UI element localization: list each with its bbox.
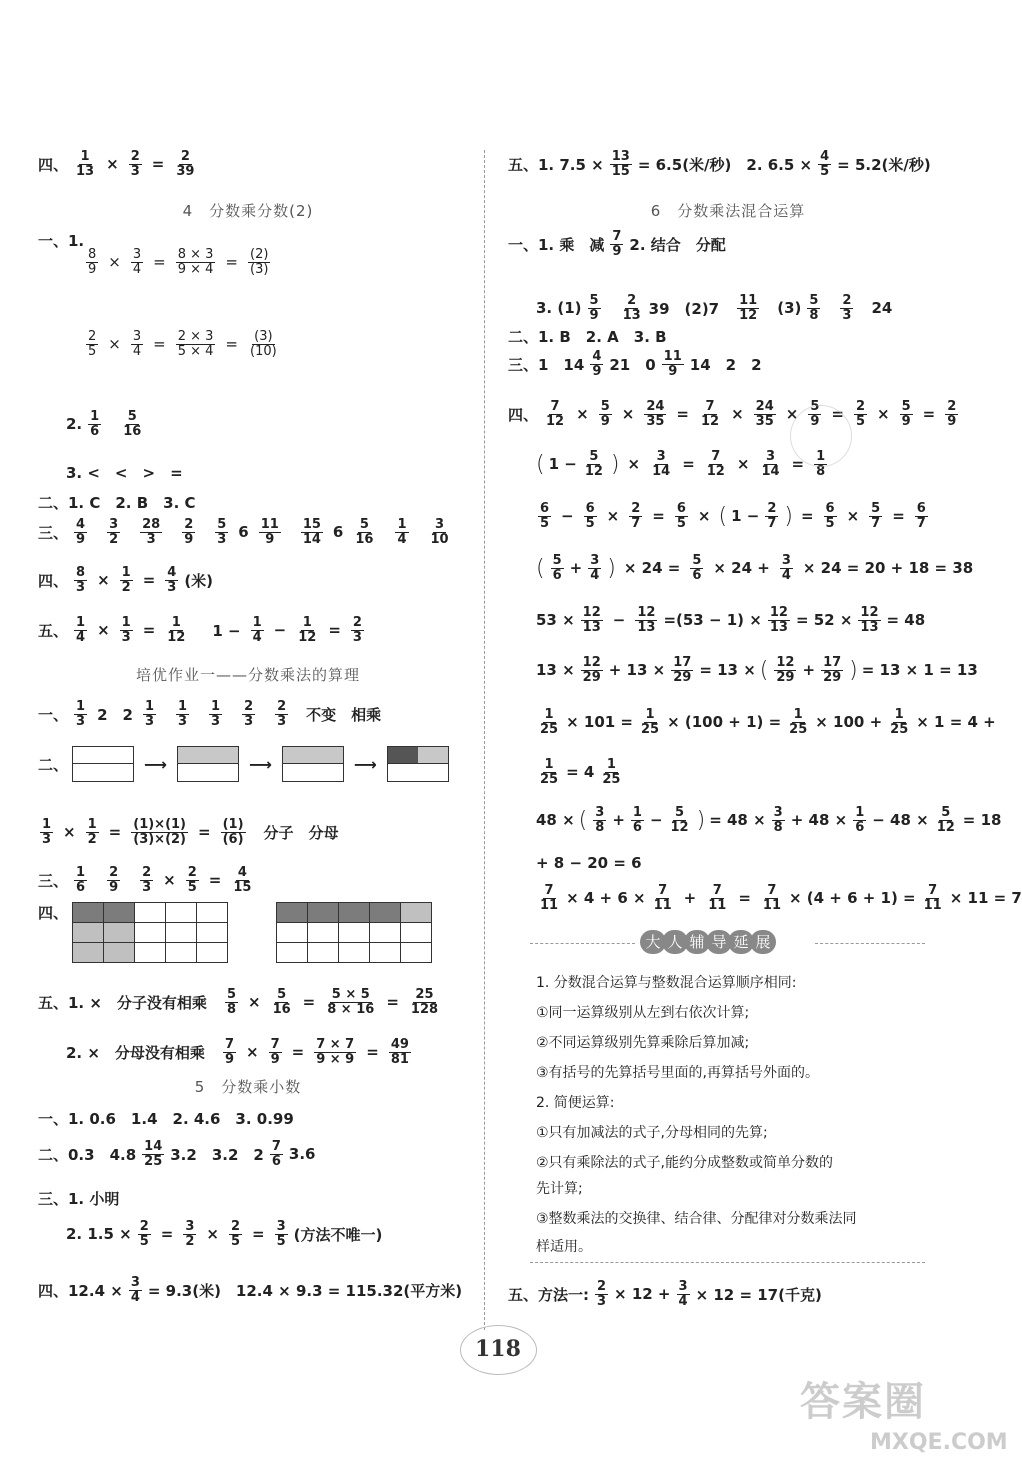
- label: 四、: [38, 155, 69, 174]
- r-line-1: 一、1. 乘 减 7 9 2. 结合 分配: [508, 229, 726, 259]
- tip-line-5: 2. 简便运算:: [536, 1095, 615, 1111]
- tip-line-3: ②不同运算级别先算乘除后算加减;: [536, 1035, 750, 1051]
- text: 3.6: [288, 1145, 316, 1164]
- banner-char: 辅: [684, 930, 710, 954]
- r-line-2: 二、1. B 2. A 3. B: [508, 328, 667, 346]
- label: 一、: [38, 705, 69, 724]
- tip-line-4: ③有括号的先算括号里面的,再算括号外面的。: [536, 1065, 819, 1081]
- label: 2. 1.5 ×: [66, 1225, 132, 1244]
- label: 2. × 分母没有相乘: [66, 1043, 205, 1062]
- r-line-4-11: $\frac{7}{11}$ × 4 + 6 × $\frac{7}{11}$ + $\frac{7}{11}$ = $\frac{7}{11}$ × (4 + 6 + 1) = $\frac{7}{11}$ × 11 = 7: [540, 883, 1022, 913]
- label: 四、: [38, 571, 69, 590]
- opt-line-2: 二、 ⟶ ⟶ ⟶: [38, 746, 449, 782]
- section-heading-5: 5 分数乘小数: [194, 1078, 302, 1096]
- decorative-stamp: [790, 405, 852, 467]
- text: × 12 +: [614, 1285, 671, 1304]
- r-line-4-3: 6 5 − $\frac{6}{5}$ × $\frac{2}{7}$ = $\frac{6}{5}$ × ( 1 − 2 7 ) = $\frac{6}{5}$ × $\frac{5}{7}$ = $\frac{6}{7}$: [540, 501, 926, 531]
- opt-line-5-2: 2. × 分母没有相乘 $\frac{7}{9}$ × $\frac{7}{9}$ = $\frac{7 \times 7}{9 \times 9}$ = $\frac{49}{81}$: [66, 1037, 409, 1067]
- dec-line-4: 四、12.4 × $\frac{3}{4}$ = 9.3(米) 12.4 × 9.3 = 115.32(平方米): [38, 1275, 463, 1305]
- label: 五、1. 7.5 ×: [508, 155, 604, 174]
- dec-line-3: 三、1. 小明: [38, 1190, 120, 1208]
- text: 3.2 3.2 2: [170, 1145, 264, 1164]
- label: 二、: [38, 755, 69, 774]
- text: × 11 = 7: [949, 889, 1022, 908]
- banner-rule-right: [815, 943, 925, 944]
- bar-diagram-4: [387, 746, 449, 782]
- text: = 48 ×: [709, 811, 766, 830]
- opt-line-5-1: 五、1. × 分子没有相乘 $\frac{5}{8}$ × $\frac{5}{16}$ = $\frac{5 \times 5}{8 \times 16}$ = $\frac{25}{128}$: [38, 987, 439, 1017]
- text: × 4 + 6 ×: [566, 889, 646, 908]
- opt-line-1: 一、 1 3 2 2 1 3 1 3 1 3 2 3 2 3 不变 相乘: [38, 699, 382, 729]
- line-left-4: 四、 $\frac{1}{13}$ × $\frac{2}{3}$ = $\frac{2}{39}$: [38, 149, 195, 179]
- work-2: $\frac{2}{5}$ × $\frac{3}{4}$ = $\frac{2 \times 3}{5 \times 4}$ = $\frac{(3)}{(10)}$: [88, 329, 277, 359]
- text: = 6.5(米/秒) 2. 6.5 ×: [637, 155, 813, 174]
- r-line-4-7: $\frac{1}{25}$ × 101 = $\frac{1}{25}$ × (100 + 1) = $\frac{1}{25}$ × 100 + $\frac{1}{25}$ × 1 = 4 +: [540, 707, 996, 737]
- text: × 12 = 17(千克): [695, 1285, 822, 1304]
- bar-diagram-1: [72, 746, 134, 782]
- dec-line-3-2: 2. 1.5 × $\frac{2}{5}$ = $\frac{3}{2}$ × $\frac{2}{5}$ = $\frac{3}{5}$ (方法不唯一): [66, 1219, 383, 1249]
- label: 五、方法一:: [508, 1285, 589, 1304]
- r-line-4-2: ( 1 − 5 12 ) × $\frac{3}{14}$ = $\frac{7}{12}$ × $\frac{3}{14}$ = $\frac{1}{8}$: [536, 449, 826, 479]
- text: × 1 = 4 +: [916, 713, 996, 732]
- tip-line-9: ③整数乘法的交换律、结合律、分配律对分数乘法同: [536, 1211, 857, 1227]
- watermark-url: MXQE.COM: [870, 1430, 1008, 1455]
- text: = 13 × 1 = 13: [861, 661, 978, 680]
- opt-line-3: 三、 1 6 2 9 $\frac{2}{3}$ × $\frac{2}{5}$ = $\frac{4}{15}$: [38, 865, 252, 895]
- text: + 13 ×: [608, 661, 666, 680]
- section-heading-4: 4 分数乘分数(2): [182, 202, 314, 220]
- label: 四、: [508, 405, 539, 424]
- unit: (米): [184, 571, 214, 590]
- watermark: 答案圈: [800, 1379, 926, 1425]
- grid-diagram-2: [276, 902, 432, 963]
- text: 分子 分母: [263, 823, 339, 842]
- tip-banner: [640, 930, 772, 954]
- r-line-4-9: 48 × ( 3 8 + 1 6 − 5 12 ) = 48 × $\frac{3}{8}$ + 48 × $\frac{1}{6}$ − 48 × $\frac{5}{12}$ = 18: [536, 805, 1002, 835]
- r-line-5: 五、1. 7.5 × $\frac{13}{15}$ = 6.5(米/秒) 2. 6.5 × $\frac{4}{5}$ = 5.2(米/秒): [508, 149, 931, 179]
- text: =(53 − 1) ×: [663, 611, 762, 630]
- text: = 48: [886, 611, 926, 630]
- text: × (4 + 6 + 1) =: [789, 889, 916, 908]
- banner-char: 导: [706, 930, 732, 954]
- label: 三、1 14: [508, 355, 585, 374]
- text: (3): [777, 299, 802, 318]
- line-1-1: [38, 230, 84, 251]
- line-4: 四、 $\frac{8}{3}$ × $\frac{1}{2}$ = $\frac{4}{3}$ (米): [38, 565, 214, 595]
- text: 14 2 2: [689, 355, 762, 374]
- text: = 4: [566, 763, 595, 782]
- bar-diagram-3: [282, 746, 344, 782]
- opt-line-4: [38, 902, 432, 963]
- text: × 100 +: [815, 713, 883, 732]
- text: = 52 ×: [795, 611, 853, 630]
- text: = 13 ×: [699, 661, 756, 680]
- r-line-4-8: $\frac{1}{25}$ = 4 1 25: [540, 757, 621, 787]
- r-line-5-method: 五、方法一: $\frac{2}{3}$ × 12 + $\frac{3}{4}$ × 12 = 17(千克): [508, 1279, 822, 1309]
- text: = 5.2(米/秒): [837, 155, 931, 174]
- tip-line-6: ①只有加减法的式子,分母相同的先算;: [536, 1125, 768, 1141]
- text: 13 ×: [536, 661, 575, 680]
- banner-char: 大: [640, 930, 666, 954]
- opt-line-2b: $\frac{1}{3}$ × $\frac{1}{2}$ = $\frac{(1)\times(1)}{(3)\times(2)}$ = $\frac{(1)}{(6)}$ 分子 分母: [42, 817, 339, 847]
- label: 三、: [38, 523, 69, 542]
- line-3: 三、 4 9 3 2 28 3 2 9 5 3 6 11 9 15 14 6 5 16 1 4 3 10: [38, 517, 449, 547]
- label: 2.: [66, 415, 83, 434]
- text: + 48 ×: [790, 811, 848, 830]
- label: 五、: [38, 621, 69, 640]
- label: 三、: [38, 871, 69, 890]
- text: − 48 ×: [872, 811, 929, 830]
- label: 一、1.: [38, 232, 85, 250]
- text: 21 0: [609, 355, 656, 374]
- text: 39 (2)7: [648, 299, 720, 318]
- line-2: 二、1. C 2. B 3. C: [38, 494, 196, 512]
- r-line-4-10: + 8 − 20 = 6: [536, 854, 642, 872]
- r-line-4-6: 13 × $\frac{12}{29}$ + 13 × $\frac{17}{29}$ = 13 × ( 12 29 + 17 29 ) = 13 × 1 = 13: [536, 655, 978, 685]
- tip-line-2: ①同一运算级别从左到右依次计算;: [536, 1005, 750, 1021]
- banner-char: 人: [662, 930, 688, 954]
- text: 不变 相乘: [306, 705, 382, 724]
- text: 53 ×: [536, 611, 575, 630]
- dec-line-2: 二、0.3 4.8 14 25 3.2 3.2 2 7 6 3.6: [38, 1139, 316, 1169]
- text: 24: [871, 299, 893, 318]
- r-line-1-3: 3. (1) 5 9 2 13 39 (2)7 11 12 (3) 5 8 2 3 24: [536, 293, 893, 323]
- label: 二、0.3 4.8: [38, 1145, 137, 1164]
- tip-rule-bottom: [530, 1262, 925, 1263]
- label: 一、1. 乘 减: [508, 235, 605, 254]
- banner-char: 延: [728, 930, 754, 954]
- line-1-2: 2. 1 6 5 16: [66, 409, 142, 439]
- label: 3. (1): [536, 299, 582, 318]
- dec-line-1: 一、1. 0.6 1.4 2. 4.6 3. 0.99: [38, 1110, 294, 1128]
- label: 四、: [38, 904, 69, 922]
- work-1: $\frac{8}{9}$ × $\frac{3}{4}$ = $\frac{8 \times 3}{9 \times 4}$ = $\frac{(2)}{(3)}$: [88, 247, 269, 277]
- banner-rule-left: [530, 943, 635, 944]
- r-line-4-1: 四、 $\frac{7}{12}$ × $\frac{5}{9}$ × $\frac{24}{35}$ = $\frac{7}{12}$ × $\frac{24}{35}$ × $\frac{5}{9}$ = $\frac{2}{5}$ × $\frac{5}{9}$ = $\frac{2}{9}$: [508, 399, 957, 429]
- line-1-3: 3. < < > =: [66, 464, 183, 482]
- tip-line-10: 样适用。: [536, 1239, 592, 1255]
- banner-char: 展: [750, 930, 776, 954]
- section-heading-6: 6 分数乘法混合运算: [650, 202, 806, 220]
- line-5: 五、 $\frac{1}{4}$ × $\frac{1}{3}$ = $\frac{1}{12}$ 1 − $\frac{1}{4}$ − $\frac{1}{12}$ = $\frac{2}{3}$: [38, 615, 362, 645]
- text: = 18: [962, 811, 1002, 830]
- tip-line-7: ②只有乘除法的式子,能约分成整数或简单分数的: [536, 1155, 833, 1171]
- label: 四、12.4 ×: [38, 1281, 123, 1300]
- note: (方法不唯一): [293, 1225, 383, 1244]
- text: 48 ×: [536, 811, 575, 830]
- text: × 101 =: [566, 713, 633, 732]
- column-divider: [484, 150, 485, 1330]
- text: × (100 + 1) =: [667, 713, 782, 732]
- text: = 9.3(米) 12.4 × 9.3 = 115.32(平方米): [147, 1281, 463, 1300]
- section-heading-opt: 培优作业一——分数乘法的算理: [135, 666, 360, 684]
- tip-line-1: 1. 分数混合运算与整数混合运算顺序相同:: [536, 975, 797, 991]
- r-line-3: 三、1 14 4 9 21 0 11 9 14 2 2: [508, 349, 762, 379]
- text: 2. 结合 分配: [629, 235, 726, 254]
- r-line-4-5: 53 × $\frac{12}{13}$ − $\frac{12}{13}$ =(53 − 1) × $\frac{12}{13}$ = 52 × $\frac{12}{13}$ = 48: [536, 605, 926, 635]
- r-line-4-4: ( 5 6 + 3 4 ) × 24 = $\frac{5}{6}$ × 24 + $\frac{3}{4}$ × 24 = 20 + 18 = 38: [536, 553, 974, 583]
- bar-diagram-2: [177, 746, 239, 782]
- page-number: 118: [475, 1336, 521, 1362]
- tip-line-8: 先计算;: [536, 1181, 583, 1197]
- grid-diagram-1: [72, 902, 228, 963]
- label: 五、1. × 分子没有相乘: [38, 993, 207, 1012]
